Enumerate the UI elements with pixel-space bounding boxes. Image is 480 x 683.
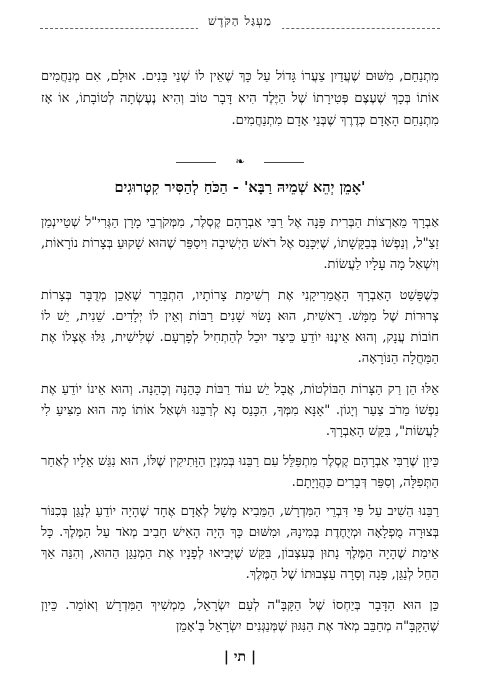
body-paragraph-6: כֵּן הוּא הַדָּבָר בְּיַחְסוֹ שֶׁל הַקָּבָּ"ה לְעַם יִשְׂרָאֵל, מַמְשִׁיךְ הַמִּדְרָשׁ וְאוֹמֵר. כֵּיוָן שֶׁהַקָּבָּ"ה מְחַבֵּב מְאֹד אֶת הַנִּגּוּן שֶׁמְּנַגְּנִים יִשְׂרָאֵל בְּ'אָמֵן bbox=[41, 598, 439, 634]
opening-text: מִתְנַחֵם, מִשּׁוּם שֶׁעֲדַיִן צַעֲרוֹ גָּדוֹל עַל כָּךְ שֶׁאֵין לוֹ שְׁנֵי בָּנִים. אוּלָם, אִם מְנַחֲמִים אוֹתוֹ בְּכָךְ שֶׁעֶצֶם פְּטִירָתוֹ שֶׁל הַיֶּלֶד הִיא דָּבָר טוֹב וְהִיא נֶעֶשְׂתָה לְטוֹבָתוֹ, אוֹ אָז מִתְנַחֵם הָאָדָם כְּדֶרֶךְ שֶׁבְּנֵי אָדָם מִתְנַחֲמִים. bbox=[41, 69, 439, 128]
divider-ornament-icon: ❧ bbox=[235, 155, 245, 168]
section-heading: 'אָמֵן יְהֵא שְׁמֵיהּ רַבָּא' - הַכֹּחַ לְהַסִּיר קִטְרוּגִים bbox=[114, 179, 366, 196]
divider-line-right bbox=[264, 162, 304, 163]
body-paragraph-1: אַבְרָךְ מֵאַרְצוֹת הַבְּרִית פָּנָה אֶל רַבִּי אַבְרָהָם קֶסְלֶר, מִמְּקֹרְבֵי מָרָן הַגְּרִי"ל שְׁטֵיינְמַן זַצַ"ל, וְנַפְשׁוֹ בְּבַקָּשָׁתוֹ, שֶׁיִּכָּנֵס אֶל רֹאשׁ הַיְשִׁיבָה וִיסַפֵּר שֶׁהוּא שָׁקוּעַ בְּצָרוֹת נוֹרָאוֹת, וְיִשְׁאַל מָה עָלָיו לַעֲשׂוֹת. bbox=[41, 215, 439, 272]
body-paragraph-4: כֵּיוָן שֶׁרַבִּי אַבְרָהָם קֶסְלֶר מִתְפַּלֵּל עִם רַבֵּנוּ בְּמִנְיַן הַוָּתִיקִין שֶׁלּוֹ, הוּא נִגַּשׁ אֵלָיו לְאַחַר הַתְּפִלָּה, וְסִפֵּר דְּבָרִים כַּהֲוָיָתָם. bbox=[41, 454, 439, 490]
divider-line-left bbox=[176, 162, 216, 163]
body-paragraph-3: אֵלּוּ הֵן רַק הַצָּרוֹת הַבּוֹלְטוֹת, אֲבָל יֵשׁ עוֹד רַבּוֹת כָּהֵנָּה וְכָהֵנָּה. וְהוּא אֵינוֹ יוֹדֵעַ אֶת נַפְשׁוֹ מֵרֹב צַעַר וְיָגוֹן. "אָנָּא מִמְּךָ, הִכָּנֵס נָא לְרַבֵּנוּ וּשְׁאַל אוֹתוֹ מָה הוּא מַצִּיעַ לִי לַעֲשׂוֹת", בִּקֵּשׁ הָאַבְרָךְ. bbox=[41, 382, 439, 439]
opening-paragraph bbox=[41, 66, 439, 132]
section-divider bbox=[0, 156, 480, 168]
body-paragraph-5: רַבֵּנוּ הֵשִׁיב עַל פִּי דִּבְרֵי הַמִּדְרָשׁ, הַמֵּבִיא מָשָׁל לְאָדָם אֶחָד שֶׁהָיָה יוֹדֵעַ לְנַגֵּן בְּכִנּוֹר בְּצוּרָה מֻפְלָאָה וּמְיֻחֶדֶת בְּמִינָהּ, וּמִשּׁוּם כָּךְ הָיָה הָאִישׁ חָבִיב מְאֹד עַל הַמֶּלֶךְ. כָּל אֵימַת שֶׁהָיָה הַמֶּלֶךְ נָתוּן בְּעִצְבוֹן, בִּקֵּשׁ שֶׁיְּבִיאוּ לְפָנָיו אֶת הַמְנַגֵּן הַהוּא, וְהִנֵּה אַךְ הֵחֵל לְנַגֵּן, פָּגָה וְסָרָה עַצְבוּתוֹ שֶׁל הַמֶּלֶךְ. bbox=[41, 504, 439, 582]
body-paragraph-2: כְּשֶׁפָּשַׁט הָאַבְרָךְ הָאֲמֵרִיקָנִי אֶת רְשִׁימַת צָרוֹתָיו, הִתְבָּרֵר שֶׁאָכֵן מְדֻבָּר בְּצָרוֹת צְרוּרוֹת שֶׁל מַמָּשׁ. רֵאשִׁית, הוּא נָשׂוּי שָׁנִים רַבּוֹת וְאֵין לוֹ יְלָדִים. שֵׁנִית, יֵשׁ לוֹ חוֹבוֹת עֲנָק, וְהוּא אֵינֶנּוּ יוֹדֵעַ כֵּיצַד יוּכַל לְהַתְחִיל לְפָרְעָם. שְׁלִישִׁית, גִּלּוּ אֶצְלוֹ אֶת הַמַּחֲלָה הַנּוֹרָאָה. bbox=[41, 288, 439, 366]
book-title: מַעְגַּל הַקֹּדֶשׁ bbox=[198, 14, 282, 29]
running-header bbox=[40, 12, 440, 42]
page-number: | תי | bbox=[223, 649, 257, 665]
